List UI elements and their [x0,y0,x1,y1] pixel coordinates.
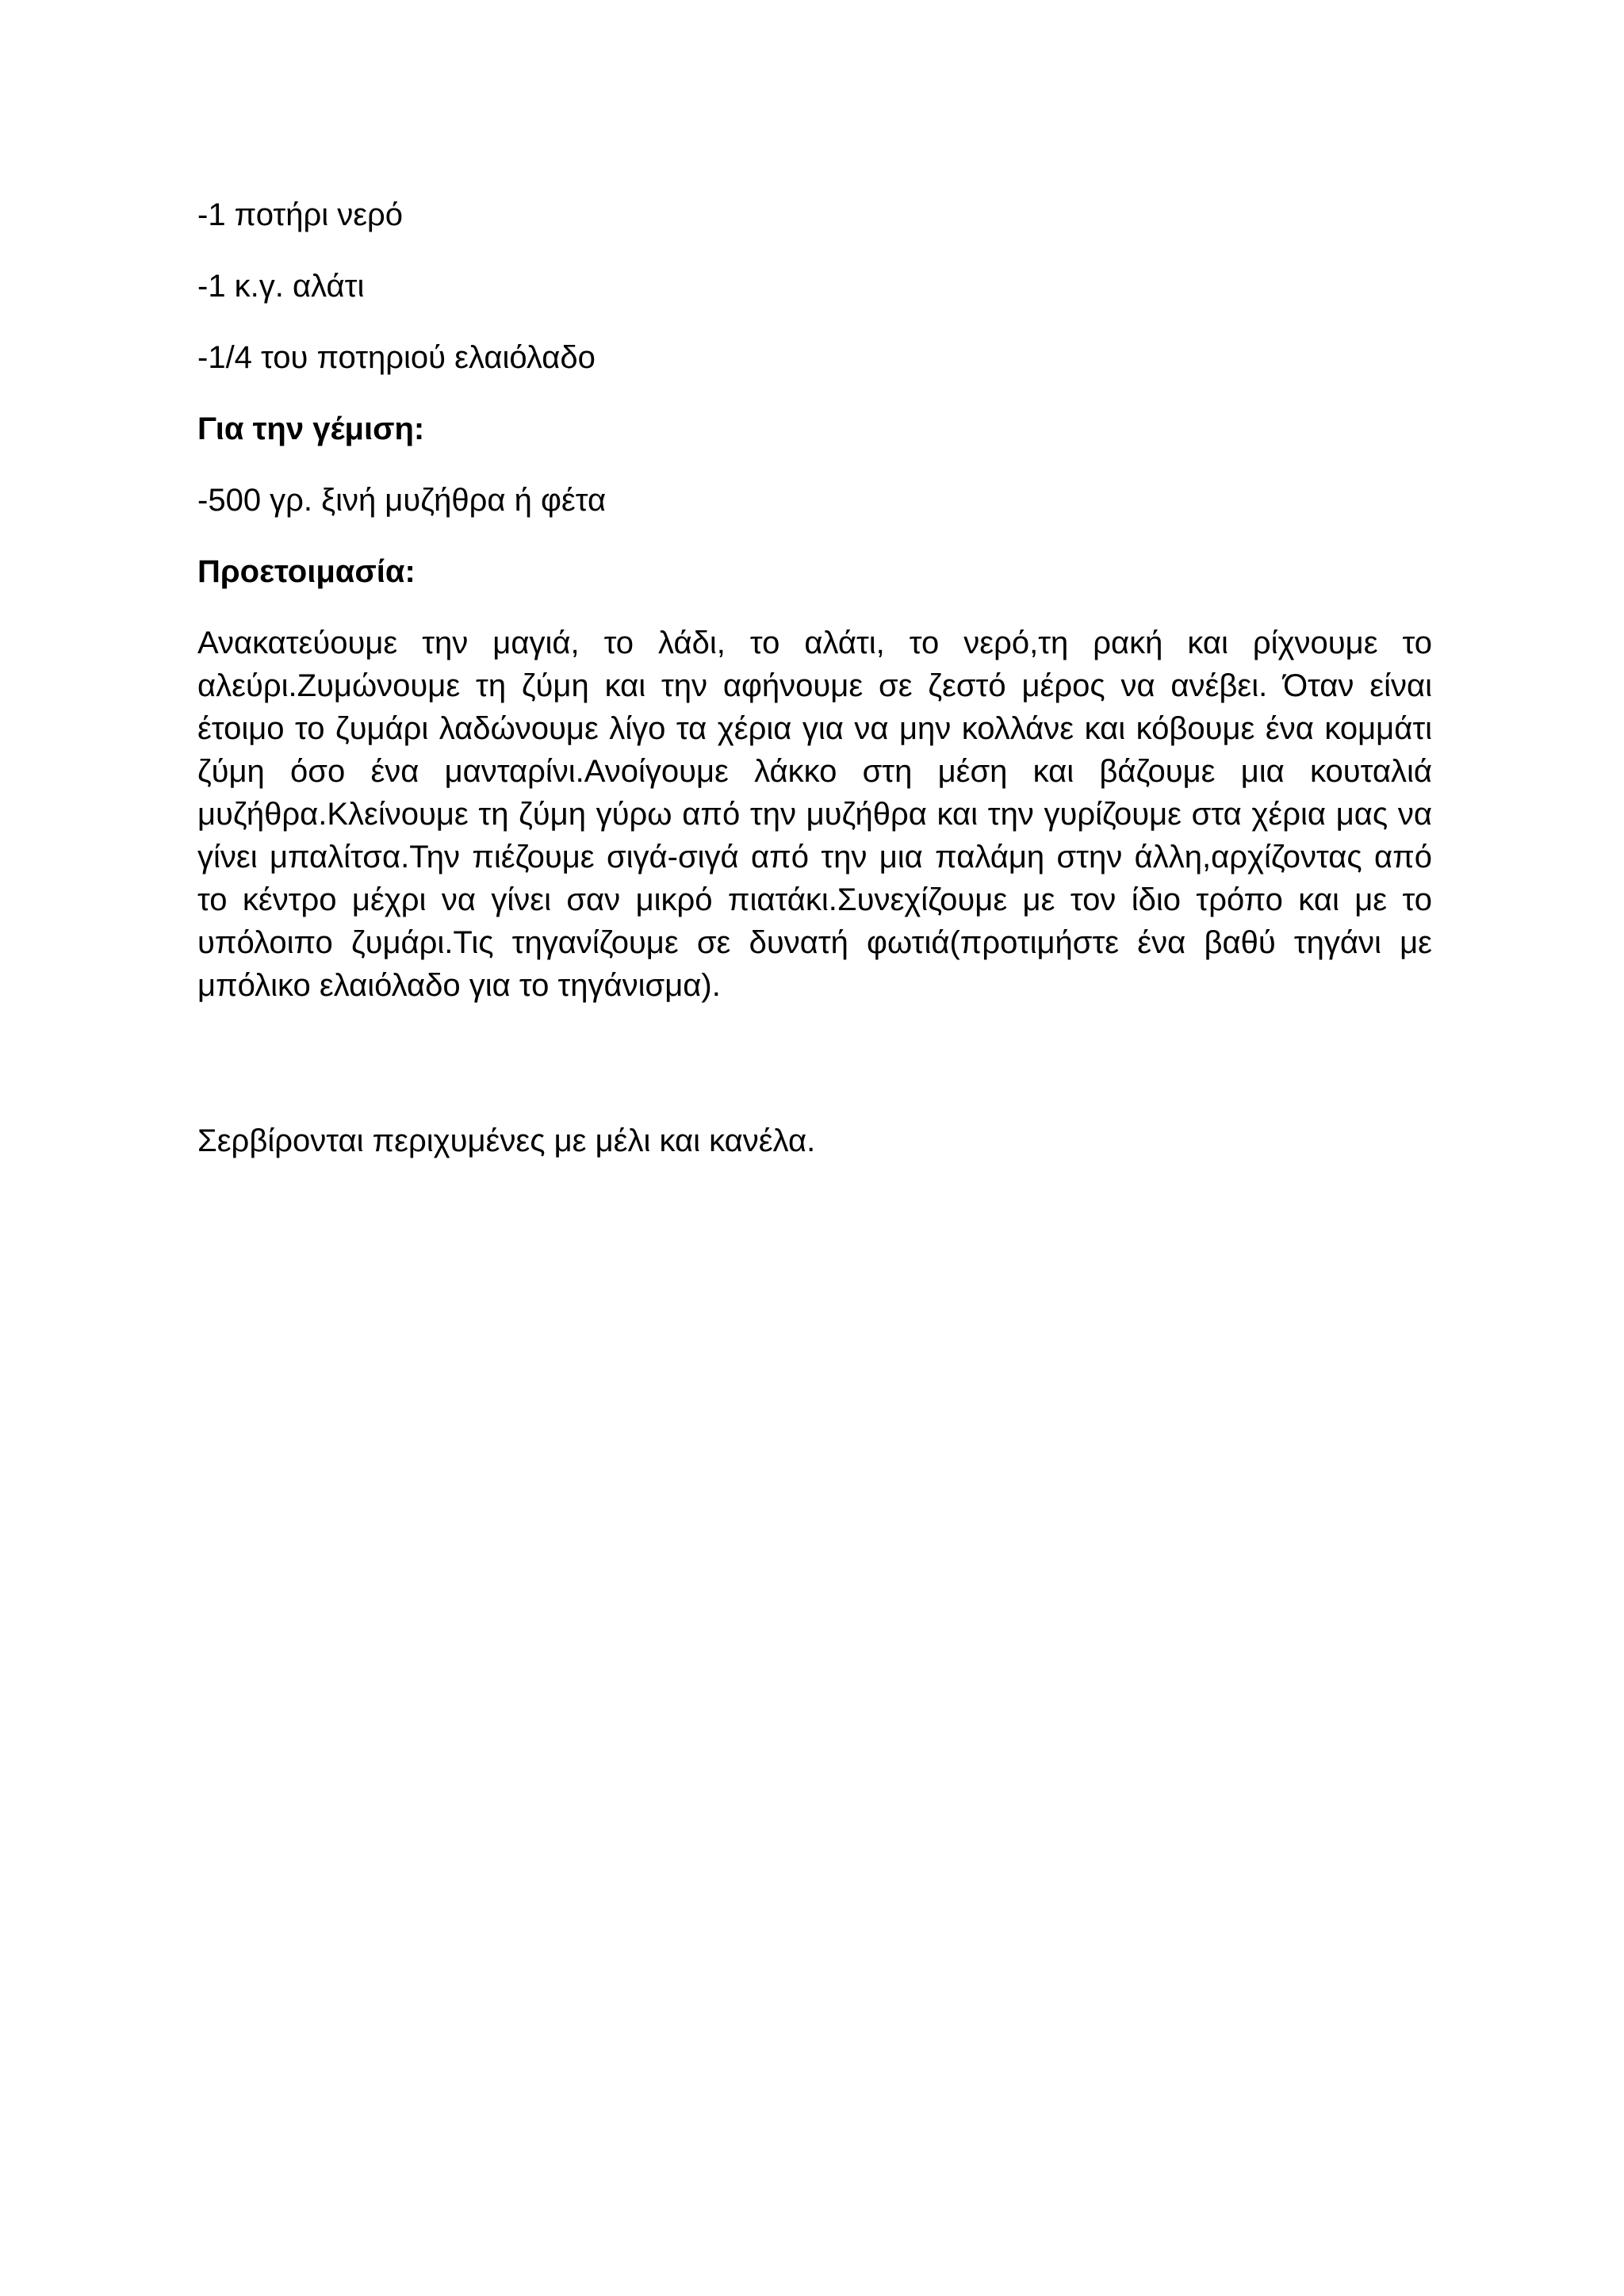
ingredient-line: -1/4 του ποτηριού ελαιόλαδο [197,340,596,375]
serving-note: Σερβίρονται περιχυμένες με μέλι και κανέλα. [197,1123,816,1158]
ingredient-line: -1 κ.γ. αλάτι [197,269,365,304]
filling-heading: Για την γέμιση: [197,411,425,446]
preparation-heading: Προετοιμασία: [197,554,416,589]
preparation-paragraph: Ανακατεύουμε την μαγιά, το λάδι, το αλάτι, το νερό,τη ρακή και ρίχνουμε το αλεύρι.Ζυμώνουμε τη ζύμη και την αφήνουμε σε ζεστό μέρος να ανέβει. Όταν είναι έτοιμο το ζυμάρι λαδώνουμε λίγο τα χέρια για να μην κολλάνε και κόβουμε ένα κομμάτι ζύμη όσο ένα μανταρίνι.Ανοίγουμε λάκκο στη μέση και βάζουμε μια κουταλιά μυζήθρα.Κλείνουμε τη ζύμη γύρω από την μυζήθρα και την γυρίζουμε στα χέρια μας να γίνει μπαλίτσα.Την πιέζουμε σιγά-σιγά από την μια παλάμη στην άλλη,αρχίζοντας από το κέντρο μέχρι να γίνει σαν μικρό πιατάκι.Συνεχίζουμε με τον ίδιο τρόπο και με το υπόλοιπο ζυμάρι.Τις τηγανίζουμε σε δυνατή φωτιά(προτιμήστε ένα βαθύ τηγάνι με μπόλικο ελαιόλαδο για το τηγάνισμα). [197,626,1432,1003]
ingredient-line: -1 ποτήρι νερό [197,197,404,232]
document-body [197,193,1432,1191]
filling-item: -500 γρ. ξινή μυζήθρα ή φέτα [197,483,607,518]
